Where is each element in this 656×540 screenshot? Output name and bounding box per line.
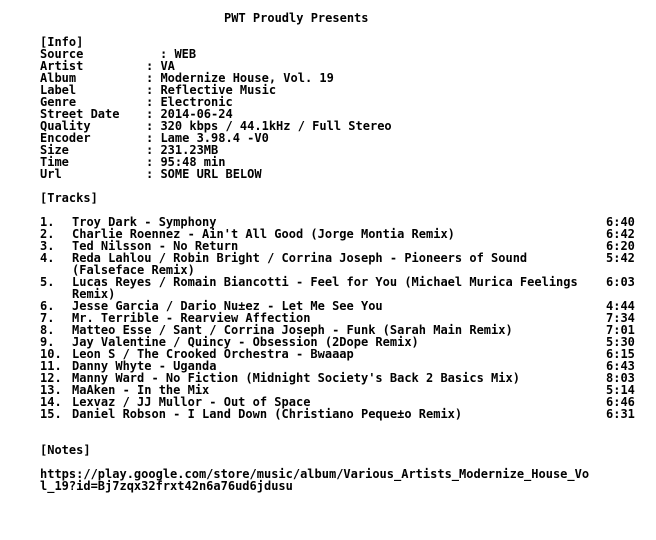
track-number: 1. [40,215,55,229]
track-duration: 5:30 [606,335,635,349]
track-duration: 7:01 [606,323,635,337]
info-key: Url [40,167,62,181]
nfo-document [40,36,650,492]
track-duration: 6:40 [606,215,635,229]
track-duration: 6:43 [606,359,635,373]
track-number: 9. [40,335,55,349]
track-title: Lucas Reyes / Romain Biancotti - Feel for You (Michael Murica Feelings Remix) [72,275,578,301]
track-list [40,216,650,420]
info-key: Source [40,47,84,61]
info-value: : 95:48 min [146,155,226,169]
track-number: 14. [40,395,62,409]
info-row-artist [40,60,650,72]
info-key: Album [40,71,77,85]
info-row-url [40,168,650,180]
track-duration: 6:03 [606,275,635,289]
track-duration: 6:15 [606,347,635,361]
track-title: Manny Ward - No Fiction (Midnight Society's Back 2 Basics Mix) [72,371,520,385]
track-row [40,252,650,276]
info-value: : Lame 3.98.4 -V0 [146,131,269,145]
track-title: Jay Valentine / Quincy - Obsession (2Dope Remix) [72,335,419,349]
track-number: 11. [40,359,62,373]
track-duration: 5:42 [606,251,635,265]
info-row-size [40,144,650,156]
track-duration: 8:03 [606,371,635,385]
track-title: Daniel Robson - I Land Down (Christiano Peque±o Remix) [72,407,463,421]
track-row [40,276,650,300]
info-value: : WEB [160,47,197,61]
info-value: : 231.23MB [146,143,219,157]
track-number: 3. [40,239,55,253]
info-heading: [Info] [40,35,84,49]
info-row-genre [40,96,650,108]
info-row-time [40,156,650,168]
info-row-source [40,48,650,60]
track-title: Lexvaz / JJ Mullor - Out of Space [72,395,311,409]
track-duration: 7:34 [606,311,635,325]
info-key: Time [40,155,69,169]
info-row-encoder [40,132,650,144]
track-number: 5. [40,275,55,289]
info-key: Quality [40,119,91,133]
track-number: 4. [40,251,55,265]
info-key: Encoder [40,131,91,145]
notes-url-line-2: l_19?id=Bj7zqx32frxt42n6a76ud6jdusu [40,479,293,493]
track-duration: 4:44 [606,299,635,313]
info-value: : Electronic [146,95,233,109]
tracks-heading: [Tracks] [40,191,98,205]
track-title: Reda Lahlou / Robin Bright / Corrina Joseph - Pioneers of Sound (Falseface Remix) [72,251,528,277]
info-row-quality [40,120,650,132]
notes-url-line-1: https://play.google.com/store/music/album/Various_Artists_Modernize_House_Vo [40,467,590,481]
track-title: Matteo Esse / Sant / Corrina Joseph - Funk (Sarah Main Remix) [72,323,513,337]
info-key: Genre [40,95,77,109]
track-title: Danny Whyte - Uganda [72,359,217,373]
info-row-label [40,84,650,96]
info-value: : SOME URL BELOW [146,167,262,181]
track-number: 10. [40,347,62,361]
info-list [40,48,650,180]
track-number: 12. [40,371,62,385]
info-value: : Modernize House, Vol. 19 [146,71,334,85]
track-title: Jesse Garcia / Dario Nu±ez - Let Me See You [72,299,383,313]
info-key: Artist [40,59,84,73]
track-number: 7. [40,311,55,325]
track-number: 2. [40,227,55,241]
track-duration: 6:46 [606,395,635,409]
track-duration: 5:14 [606,383,635,397]
info-value: : 2014-06-24 [146,107,233,121]
info-key: Label [40,83,77,97]
track-title: Charlie Roennez - Ain't All Good (Jorge Montia Remix) [72,227,455,241]
track-number: 13. [40,383,62,397]
track-duration: 6:31 [606,407,635,421]
info-value: : Reflective Music [146,83,277,97]
track-duration: 6:42 [606,227,635,241]
notes-heading: [Notes] [40,443,91,457]
track-title: Leon S / The Crooked Orchestra - Bwaaap [72,347,354,361]
track-title: Ted Nilsson - No Return [72,239,239,253]
track-number: 8. [40,323,55,337]
info-value: : VA [146,59,175,73]
info-key: Street Date [40,107,120,121]
info-row-album [40,72,650,84]
track-title: MaAken - In the Mix [72,383,210,397]
track-title: Troy Dark - Symphony [72,215,217,229]
info-key: Size [40,143,69,157]
track-number: 15. [40,407,62,421]
page-title: PWT Proudly Presents [224,11,369,25]
info-value: : 320 kbps / 44.1kHz / Full Stereo [146,119,392,133]
track-duration: 6:20 [606,239,635,253]
track-number: 6. [40,299,55,313]
track-row [40,408,650,420]
track-title: Mr. Terrible - Rearview Affection [72,311,311,325]
